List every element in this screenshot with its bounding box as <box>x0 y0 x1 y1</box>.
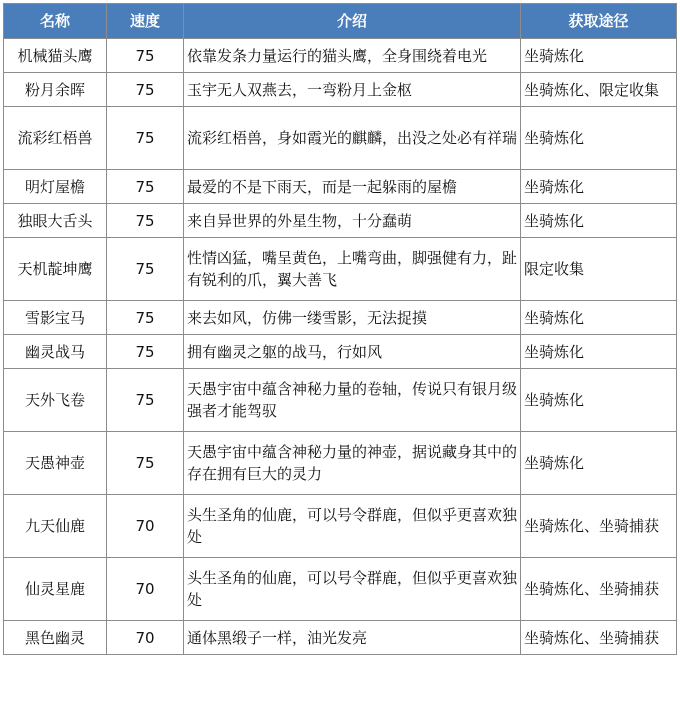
header-name: 名称 <box>4 4 107 39</box>
cell-speed: 75 <box>107 170 184 204</box>
table-row <box>4 107 677 170</box>
cell-source: 坐骑炼化 <box>521 335 677 369</box>
cell-speed: 75 <box>107 39 184 73</box>
cell-source: 坐骑炼化、限定收集 <box>521 73 677 107</box>
cell-description: 性情凶猛，嘴呈黄色，上嘴弯曲，脚强健有力，趾有锐利的爪，翼大善飞 <box>184 238 521 301</box>
cell-source: 坐骑炼化 <box>521 301 677 335</box>
cell-speed: 75 <box>107 335 184 369</box>
cell-name: 雪影宝马 <box>4 301 107 335</box>
cell-source: 坐骑炼化、坐骑捕获 <box>521 621 677 655</box>
cell-description: 玉宇无人双燕去，一弯粉月上金枢 <box>184 73 521 107</box>
cell-speed: 70 <box>107 495 184 558</box>
cell-description: 通体黑缎子一样，油光发亮 <box>184 621 521 655</box>
cell-description: 来去如风，仿佛一缕雪影，无法捉摸 <box>184 301 521 335</box>
cell-name: 明灯屋檐 <box>4 170 107 204</box>
table-row <box>4 39 677 73</box>
cell-name: 流彩红梧兽 <box>4 107 107 170</box>
table-row <box>4 301 677 335</box>
cell-source: 坐骑炼化 <box>521 432 677 495</box>
header-speed: 速度 <box>107 4 184 39</box>
table-row <box>4 238 677 301</box>
cell-source: 坐骑炼化、坐骑捕获 <box>521 495 677 558</box>
table-row <box>4 495 677 558</box>
cell-speed: 75 <box>107 238 184 301</box>
cell-source: 限定收集 <box>521 238 677 301</box>
cell-name: 天愚神壶 <box>4 432 107 495</box>
cell-source: 坐骑炼化 <box>521 107 677 170</box>
table-row <box>4 621 677 655</box>
cell-name: 仙灵星鹿 <box>4 558 107 621</box>
cell-source: 坐骑炼化 <box>521 369 677 432</box>
cell-description: 天愚宇宙中蕴含神秘力量的卷轴，传说只有银月级强者才能驾驭 <box>184 369 521 432</box>
cell-source: 坐骑炼化 <box>521 204 677 238</box>
cell-speed: 70 <box>107 558 184 621</box>
cell-name: 天机靛坤鹰 <box>4 238 107 301</box>
table-row <box>4 170 677 204</box>
cell-speed: 75 <box>107 369 184 432</box>
cell-source: 坐骑炼化 <box>521 39 677 73</box>
cell-description: 头生圣角的仙鹿，可以号令群鹿，但似乎更喜欢独处 <box>184 558 521 621</box>
cell-speed: 70 <box>107 621 184 655</box>
cell-name: 天外飞卷 <box>4 369 107 432</box>
table-row <box>4 204 677 238</box>
cell-name: 独眼大舌头 <box>4 204 107 238</box>
cell-speed: 75 <box>107 301 184 335</box>
cell-name: 黑色幽灵 <box>4 621 107 655</box>
table-row <box>4 335 677 369</box>
table-row <box>4 369 677 432</box>
cell-description: 依靠发条力量运行的猫头鹰，全身围绕着电光 <box>184 39 521 73</box>
cell-description: 来自异世界的外星生物，十分蠢萌 <box>184 204 521 238</box>
cell-name: 九天仙鹿 <box>4 495 107 558</box>
table-header-row <box>4 4 677 39</box>
cell-name: 幽灵战马 <box>4 335 107 369</box>
header-source: 获取途径 <box>521 4 677 39</box>
cell-speed: 75 <box>107 107 184 170</box>
header-description: 介绍 <box>184 4 521 39</box>
cell-description: 流彩红梧兽，身如霞光的麒麟，出没之处必有祥瑞 <box>184 107 521 170</box>
table-row <box>4 432 677 495</box>
cell-description: 头生圣角的仙鹿，可以号令群鹿，但似乎更喜欢独处 <box>184 495 521 558</box>
cell-name: 粉月余晖 <box>4 73 107 107</box>
cell-source: 坐骑炼化 <box>521 170 677 204</box>
cell-speed: 75 <box>107 204 184 238</box>
mount-table <box>3 3 677 655</box>
cell-source: 坐骑炼化、坐骑捕获 <box>521 558 677 621</box>
cell-description: 最爱的不是下雨天，而是一起躲雨的屋檐 <box>184 170 521 204</box>
cell-name: 机械猫头鹰 <box>4 39 107 73</box>
table-row <box>4 73 677 107</box>
cell-description: 拥有幽灵之躯的战马，行如风 <box>184 335 521 369</box>
cell-description: 天愚宇宙中蕴含神秘力量的神壶，据说藏身其中的存在拥有巨大的灵力 <box>184 432 521 495</box>
cell-speed: 75 <box>107 432 184 495</box>
table-row <box>4 558 677 621</box>
cell-speed: 75 <box>107 73 184 107</box>
